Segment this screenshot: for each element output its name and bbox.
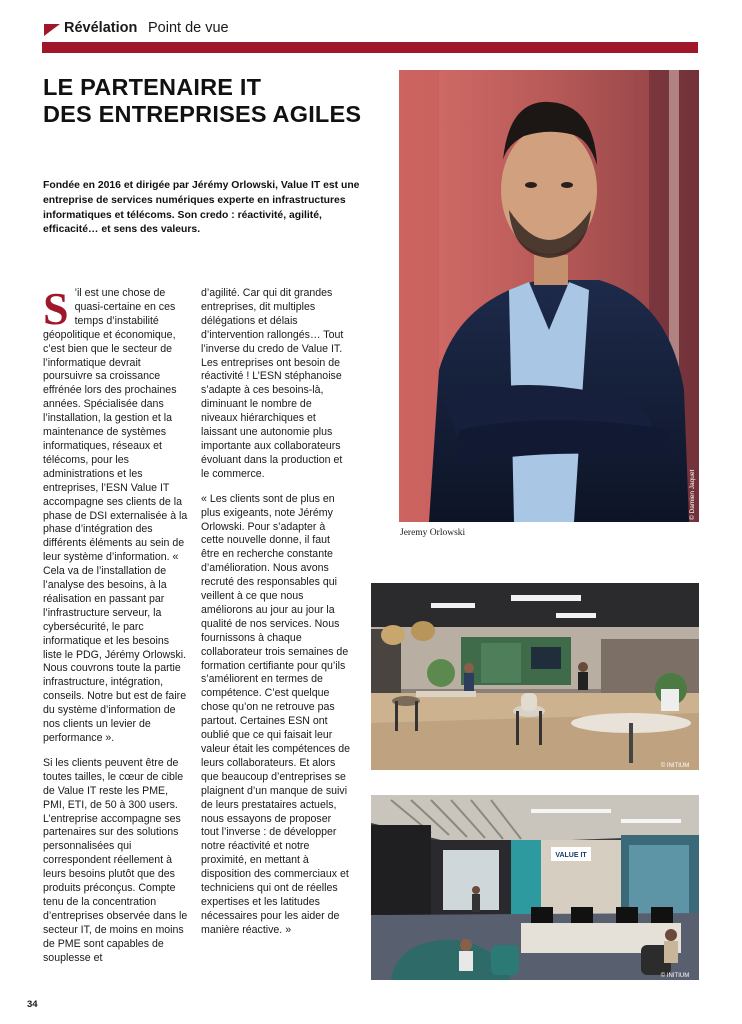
office-photo-1 <box>371 583 699 770</box>
body-column-2 <box>201 287 351 949</box>
portrait-caption: Jeremy Orlowski <box>400 528 466 538</box>
header-rule <box>42 42 698 53</box>
section-marker-icon <box>44 24 60 36</box>
drop-cap: S <box>43 283 69 334</box>
article-title <box>43 74 383 128</box>
body-paragraph: d’agilité. Car qui dit grandes entreprises, dit multiples délégations et délais d’intervention rallongés… Tout l’inverse du credo de Value IT. Les entreprises ont besoin de réactivité ! L’ESN stéphanoise s’adapte à ces besoins-là, diminuant le nombre de niveaux hiérarchiques et laissant une autonomie plus importante aux collaborateurs évoluant dans la production et le commerce. <box>201 287 344 480</box>
title-line-1: LE PARTENAIRE IT <box>43 74 262 100</box>
body-paragraph: Si les clients peuvent être de toutes tailles, le cœur de cible de Value IT reste les PME, PMI, ETI, de 50 à 300 users. L’entreprise accompagne ses partenaires sur des solutions personnalisées qui correspondent réellement à leurs besoins plutôt que des produits préconçus. Compte tenu de la concentration d’entreprises observée dans le secteur IT, de moins en moins de PME sont capables de souplesse et <box>43 756 188 964</box>
office1-credit: © INITIUM <box>660 763 690 769</box>
subsection-label: Point de vue <box>148 20 229 36</box>
section-label: Révélation <box>64 20 138 36</box>
portrait-photo <box>399 70 699 522</box>
title-line-2: DES ENTREPRISES AGILES <box>43 101 362 127</box>
body-column-1 <box>43 283 188 977</box>
portrait-credit: © Damien Jaquet <box>689 469 696 520</box>
body-paragraph: « Les clients sont de plus en plus exigeants, note Jérémy Orlowski. Pour s’adapter à cette nouvelle donne, il faut être en recherche constante d’amélioration. Nous avons recruté des responsables qui veillent à ce que nous améliorons au jour au jour la qualité de nos services. Nous fournissons à chaque collaborateur trois semaines de formation certifiante pour qu’ils s’améliorent en termes de compétence. C’est quelque chose qu’on ne retrouve pas partout. Certaines ESN ont oublié que ce qui faisait leur valeur était les compétences de leurs collaborateurs. Et alors que beaucoup d’entreprises se plaignent d’un manque de suivi de leurs prestataires actuels, nous essayons de proposer tout l’inverse : de développer notre réactivité et notre proximité, en mettant à disposition des commerciaux et techniciens qui ont de réelles expertises et les latitudes nécessaires pour les aider de manière réactive. » <box>201 492 350 936</box>
body-text: ’il est une chose de quasi-certaine en ces temps d’instabilité géopolitique et économique, c’est bien que le secteur de l’informatique devrait poursuivre sa croissance effrénée lors des prochaines années. Spécialisée dans l’installation, la gestion et la maintenance de systèmes informatiques, réseaux et télécoms, pour les administrations et les entreprises, l’ESN Value IT accompagne ses clients de la phase de DSI externalisée à la phase d’intégration des différents éléments au sein de leur système d’information. « Cela va de l’installation de l’analyse des besoins, à la réalisation en passant par l’infrastructure serveur, la cybersécurité, le parc informatique et les besoins liste le PDG, Jérémy Orlowski. Nous couvrons toute la partie infrastructure, intégration, conseils. Notre but est de faire du système d’information de nos clients un levier de performance ». <box>43 287 188 744</box>
office2-credit: © INITIUM <box>660 973 690 979</box>
article-lead: Fondée en 2016 et dirigée par Jérémy Orlowski, Value IT est une entreprise de services numériques experte en infrastructures informatiques et télécoms. Son credo : réactivité, agilité, efficacité… et sens des valeurs. <box>43 180 360 236</box>
office2-sign: VALUE IT <box>555 852 587 859</box>
page-number: 34 <box>27 999 38 1010</box>
body-paragraph <box>43 283 188 746</box>
office-photo-2 <box>371 795 699 980</box>
